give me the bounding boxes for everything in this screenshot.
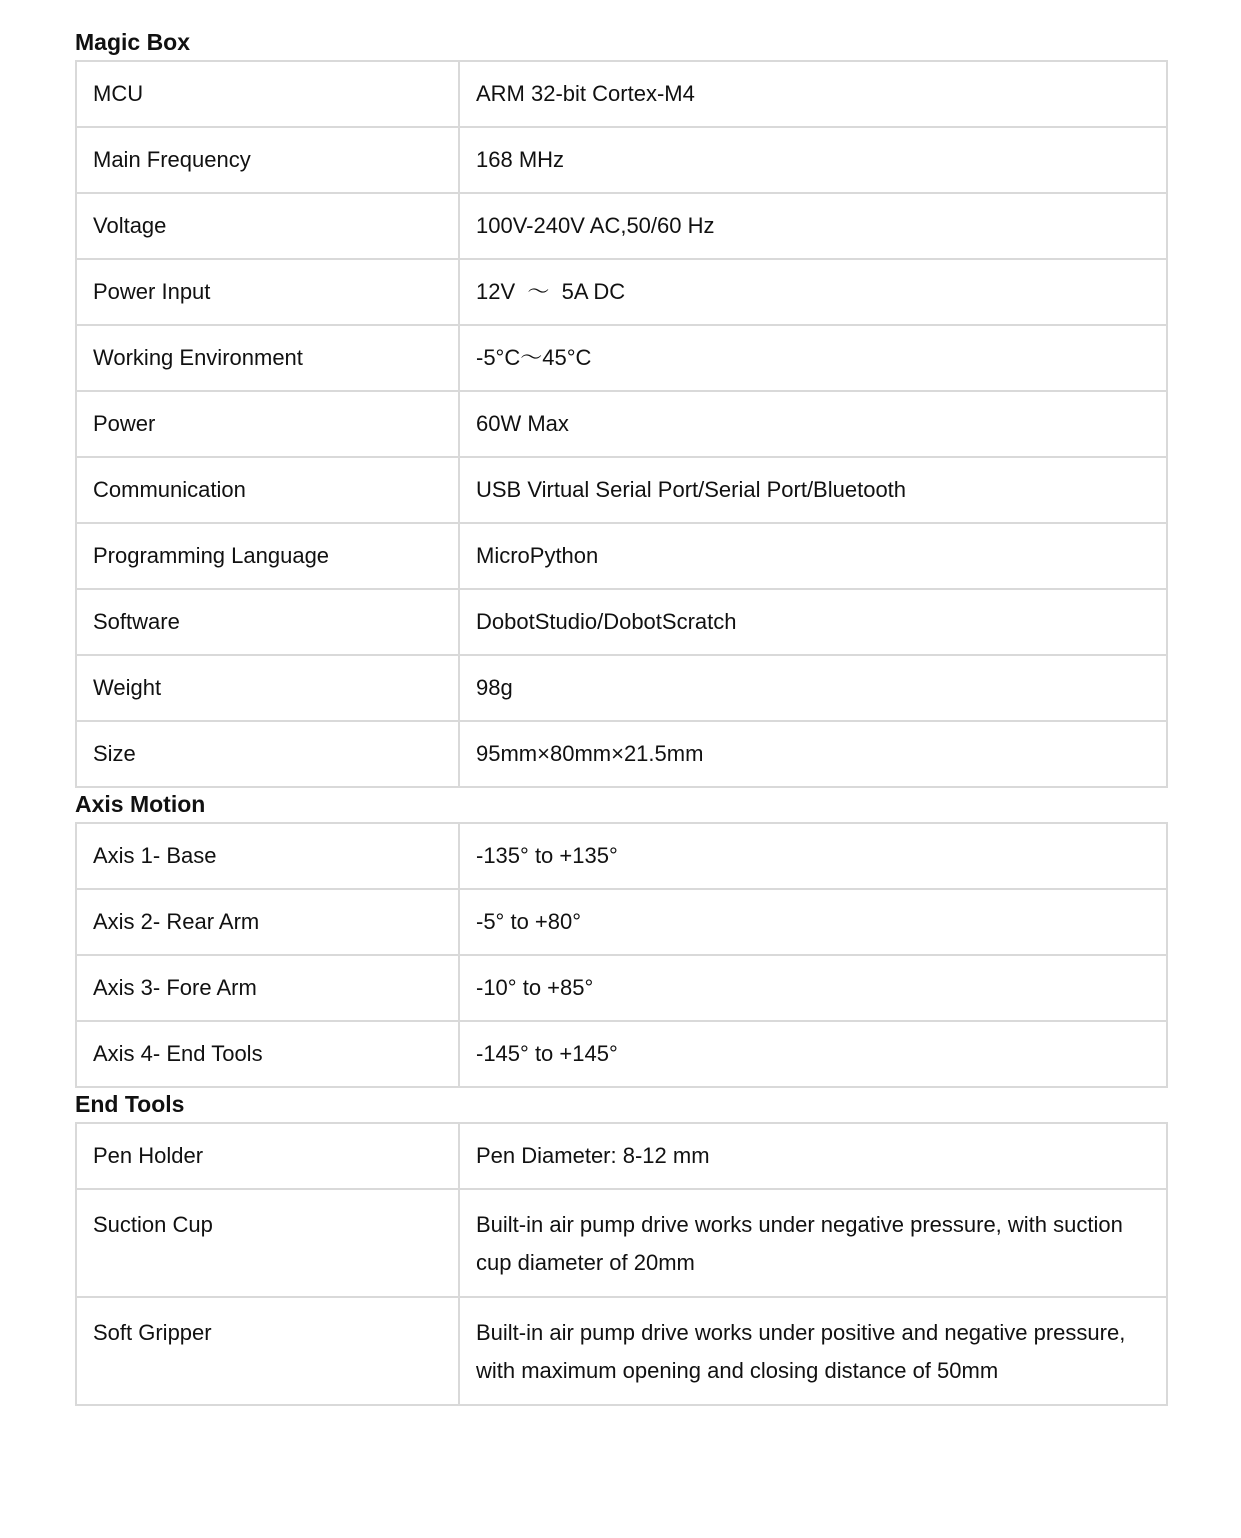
table-row	[76, 523, 1167, 589]
spec-value: -5° to +80°	[459, 889, 1167, 955]
table-row	[76, 325, 1167, 391]
spec-value: -135° to +135°	[459, 823, 1167, 889]
spec-label: Programming Language	[76, 523, 459, 589]
spec-label: Axis 2- Rear Arm	[76, 889, 459, 955]
spec-value: DobotStudio/DobotScratch	[459, 589, 1167, 655]
table-row	[76, 127, 1167, 193]
table-row	[76, 1123, 1167, 1189]
table-row	[76, 391, 1167, 457]
spec-label: Pen Holder	[76, 1123, 459, 1189]
end-tools-spec-table	[75, 1122, 1168, 1406]
spec-label: Axis 1- Base	[76, 823, 459, 889]
spec-label: Voltage	[76, 193, 459, 259]
spec-label: Suction Cup	[76, 1189, 459, 1297]
spec-value: 168 MHz	[459, 127, 1167, 193]
spec-label: Power Input	[76, 259, 459, 325]
table-row	[76, 61, 1167, 127]
spec-value: 60W Max	[459, 391, 1167, 457]
spec-value: -10° to +85°	[459, 955, 1167, 1021]
table-row	[76, 457, 1167, 523]
table-row	[76, 1297, 1167, 1405]
table-row	[76, 589, 1167, 655]
table-row	[76, 721, 1167, 787]
table-row	[76, 193, 1167, 259]
spec-value: Pen Diameter: 8-12 mm	[459, 1123, 1167, 1189]
spec-label: Weight	[76, 655, 459, 721]
axis-motion-spec-table	[75, 822, 1168, 1088]
spec-document	[75, 26, 1166, 1406]
spec-label: Communication	[76, 457, 459, 523]
spec-value: USB Virtual Serial Port/Serial Port/Bluetooth	[459, 457, 1167, 523]
spec-label: MCU	[76, 61, 459, 127]
spec-value: -5°C～45°C	[459, 325, 1167, 391]
table-row	[76, 655, 1167, 721]
table-row	[76, 259, 1167, 325]
table-row	[76, 823, 1167, 889]
section-title-end-tools: End Tools	[75, 1091, 185, 1117]
spec-value: 100V-240V AC,50/60 Hz	[459, 193, 1167, 259]
table-row	[76, 1021, 1167, 1087]
spec-value: ARM 32-bit Cortex-M4	[459, 61, 1167, 127]
spec-label: Software	[76, 589, 459, 655]
section-title-axis-motion: Axis Motion	[75, 791, 206, 817]
table-row	[76, 889, 1167, 955]
spec-label: Axis 4- End Tools	[76, 1021, 459, 1087]
spec-label: Working Environment	[76, 325, 459, 391]
spec-value: Built-in air pump drive works under positive and negative pressure, with maximum opening and closing distance of 50mm	[459, 1297, 1167, 1405]
spec-value: Built-in air pump drive works under negative pressure, with suction cup diameter of 20mm	[459, 1189, 1167, 1297]
table-row	[76, 955, 1167, 1021]
spec-label: Soft Gripper	[76, 1297, 459, 1405]
spec-label: Power	[76, 391, 459, 457]
section-title-magic-box: Magic Box	[75, 29, 191, 55]
spec-value: 95mm×80mm×21.5mm	[459, 721, 1167, 787]
spec-label: Main Frequency	[76, 127, 459, 193]
magic-box-spec-table	[75, 60, 1168, 788]
table-row	[76, 1189, 1167, 1297]
spec-value: -145° to +145°	[459, 1021, 1167, 1087]
spec-label: Axis 3- Fore Arm	[76, 955, 459, 1021]
spec-value: 98g	[459, 655, 1167, 721]
spec-value: 12V ～ 5A DC	[459, 259, 1167, 325]
spec-value: MicroPython	[459, 523, 1167, 589]
spec-label: Size	[76, 721, 459, 787]
